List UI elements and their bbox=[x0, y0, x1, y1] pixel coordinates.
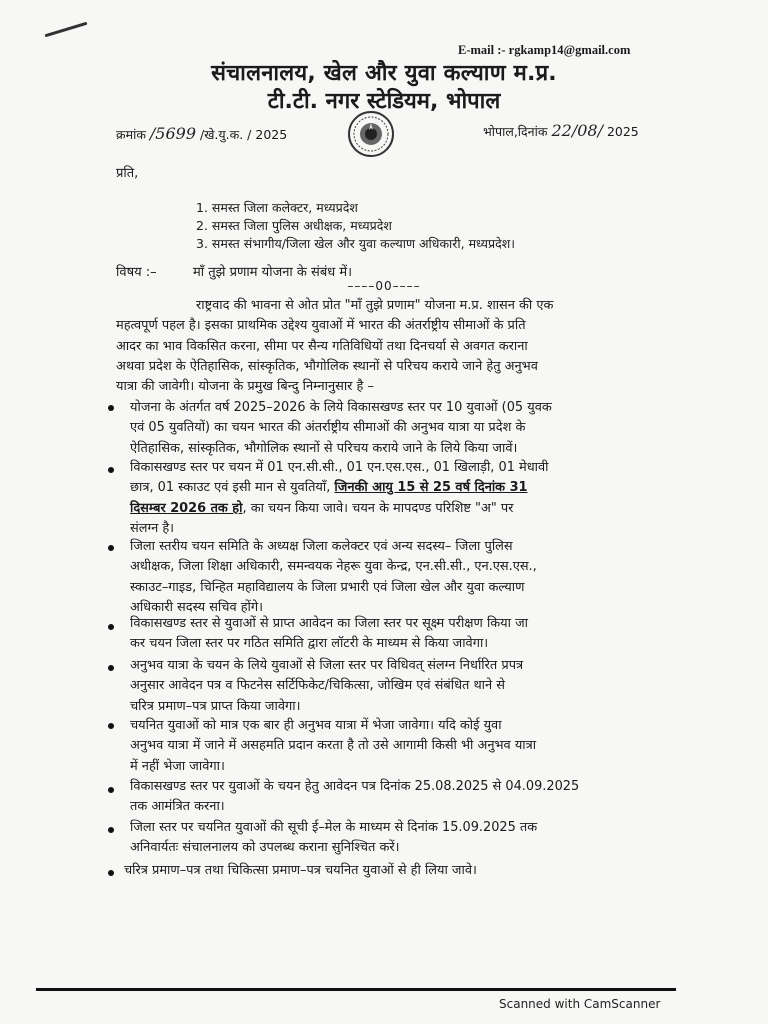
intro-line: यात्रा की जावेगी। योजना के प्रमुख बिन्दु निम्नानुसार है – bbox=[116, 379, 374, 395]
bullet-line: संलग्न है। bbox=[130, 520, 175, 536]
bullet-line: अनुसार आवेदन पत्र व फिटनेस सर्टिफिकेट/चिकित्सा, जोखिम एवं संबंधित थाने से bbox=[130, 678, 505, 694]
scanner-watermark: Scanned with CamScanner bbox=[499, 997, 661, 1011]
bullet-marker bbox=[108, 545, 114, 551]
date-year: 2025 bbox=[606, 124, 639, 139]
subject-text: माँ तुझे प्रणाम योजना के संबंध में। bbox=[192, 265, 353, 280]
recipient-1: 1. समस्त जिला कलेक्टर, मध्यप्रदेश bbox=[196, 200, 358, 215]
bullet-point bbox=[130, 818, 537, 859]
bullet-marker bbox=[108, 665, 114, 671]
bullet-line: अनिवार्यतः संचालनालय को उपलब्ध कराना सुनिश्चित करें। bbox=[130, 840, 400, 856]
bullet-line: में नहीं भेजा जावेगा। bbox=[130, 758, 225, 774]
bullet-point bbox=[130, 614, 528, 655]
bullet-point bbox=[130, 777, 579, 818]
separator: ––––00–––– bbox=[347, 279, 421, 293]
date-handwritten: 22/08/ bbox=[551, 121, 603, 140]
reference-handwritten-number: /5699 bbox=[149, 124, 197, 143]
bullet-line: चरित्र प्रमाण–पत्र तथा चिकित्सा प्रमाण–पत्र चयनित युवाओं से ही लिया जावे। bbox=[124, 863, 477, 878]
bullet-text: , का चयन किया जावे। चयन के मापदण्ड परिशिष्ट "अ" पर bbox=[242, 500, 514, 516]
date-prefix: भोपाल,दिनांक bbox=[483, 124, 548, 139]
intro-paragraph bbox=[116, 296, 553, 397]
reference-suffix: /खे.यु.क. / 2025 bbox=[200, 127, 288, 142]
bullet-line: विकासखण्ड स्तर पर युवाओं के चयन हेतु आवेदन पत्र दिनांक 25.08.2025 से 04.09.2025 bbox=[130, 779, 580, 794]
bullet-marker bbox=[108, 467, 114, 473]
bullet-line: चरित्र प्रमाण–पत्र प्राप्त किया जावेगा। bbox=[130, 698, 301, 714]
bullet-line: ऐतिहासिक, सांस्कृतिक, भौगोलिक स्थानों से परिचय कराये जाने के लिये किया जावें। bbox=[130, 440, 518, 456]
bullet-line: अनुभव यात्रा के चयन के लिये युवाओं से जिला स्तर पर विधिवत् संलग्न निर्धारित प्रपत्र bbox=[130, 658, 524, 673]
bullet-line: तक आमंत्रित करना। bbox=[130, 799, 225, 815]
intro-line: अथवा प्रदेश के ऐतिहासिक, सांस्कृतिक, भौगोलिक स्थानों से परिचय कराये जाने हेतु अनुभव bbox=[116, 358, 538, 374]
bullet-line: जिला स्तरीय चयन समिति के अध्यक्ष जिला कलेक्टर एवं अन्य सदस्य– जिला पुलिस bbox=[130, 539, 513, 554]
intro-line: राष्ट्रवाद की भावना से ओत प्रोत "माँ तुझे प्रणाम" योजना म.प्र. शासन की एक bbox=[196, 298, 554, 313]
bullet-marker bbox=[108, 405, 114, 411]
bullet-line: विकासखण्ड स्तर से युवाओं से प्राप्त आवेदन का जिला स्तर पर सूक्ष्म परीक्षण किया जा bbox=[130, 616, 528, 631]
bullet-text: छात्र, 01 स्काउट एवं इसी मान से युवतियाँ, bbox=[130, 480, 335, 496]
bullet-line: विकासखण्ड स्तर पर चयन में 01 एन.सी.सी., 01 एन.एस.एस., 01 खिलाड़ी, 01 मेधावी bbox=[130, 460, 549, 475]
bullet-line: अधीक्षक, जिला शिक्षा अधिकारी, समन्वयक नेहरू युवा केन्द्र, एन.सी.सी., एन.एस.एस., bbox=[130, 559, 537, 575]
bullet-marker bbox=[108, 827, 114, 833]
intro-line: आदर का भाव विकसित करना, सीमा पर सैन्य गतिविधियों तथा दिनचर्या से अवगत कराना bbox=[116, 338, 528, 354]
email-line: E-mail :- rgkamp14@gmail.com bbox=[458, 43, 631, 57]
bullet-point bbox=[130, 716, 536, 777]
bullet-marker bbox=[108, 624, 114, 630]
government-seal-emblem bbox=[347, 110, 395, 158]
bullet-marker bbox=[108, 870, 114, 876]
intro-line: महत्वपूर्ण पहल है। इसका प्राथमिक उद्देश्य युवाओं में भारत की अंतर्राष्ट्रीय सीमाओं के प्रति bbox=[116, 318, 526, 334]
bullet-marker bbox=[108, 787, 114, 793]
letter-date bbox=[483, 121, 639, 140]
bullet-point bbox=[130, 656, 523, 717]
subject-line bbox=[116, 262, 352, 280]
bullet-line: जिला स्तर पर चयनित युवाओं की सूची ई–मेल के माध्यम से दिनांक 15.09.2025 तक bbox=[130, 820, 538, 835]
subject-label: विषय :– bbox=[116, 265, 157, 280]
bottom-scan-line bbox=[36, 988, 676, 991]
bullet-line: चयनित युवाओं को मात्र एक बार ही अनुभव यात्रा में भेजा जावेगा। यदि कोई युवा bbox=[130, 718, 502, 733]
to-label: प्रति, bbox=[116, 166, 139, 181]
bullet-line: अनुभव यात्रा में जाने में असहमति प्रदान करता है तो उसे आगामी किसी भी अनुभव यात्रा bbox=[130, 738, 537, 754]
recipient-2: 2. समस्त जिला पुलिस अधीक्षक, मध्यप्रदेश bbox=[196, 218, 392, 233]
bullet-line: अधिकारी सदस्य सचिव होंगे। bbox=[130, 599, 264, 615]
bullet-line: एवं 05 युवतियों) का चयन भारत की अंतर्राष्ट्रीय सीमाओं की अनुभव यात्रा या प्रदेश के bbox=[130, 420, 526, 436]
organization-address: टी.टी. नगर स्टेडियम, भोपाल bbox=[267, 89, 501, 114]
age-criteria-highlight: जिनकी आयु 15 से 25 वर्ष दिनांक 31 bbox=[334, 480, 528, 496]
bullet-marker bbox=[108, 723, 114, 729]
bullet-line: स्काउट–गाइड, चिन्हित महाविद्यालय के जिला प्रभारी एवं जिला खेल और युवा कल्याण bbox=[130, 579, 525, 595]
bullet-point bbox=[130, 537, 537, 618]
age-criteria-highlight: दिसम्बर 2026 तक हो bbox=[130, 500, 243, 516]
organization-title: संचालनालय, खेल और युवा कल्याण म.प्र. bbox=[211, 61, 557, 86]
bullet-line bbox=[130, 478, 548, 498]
bullet-point bbox=[130, 398, 552, 459]
pen-mark bbox=[45, 22, 88, 38]
reference-prefix: क्रमांक bbox=[116, 127, 146, 142]
bullet-line: योजना के अंतर्गत वर्ष 2025–2026 के लिये विकासखण्ड स्तर पर 10 युवाओं (05 युवक bbox=[130, 400, 552, 415]
bullet-line: कर चयन जिला स्तर पर गठित समिति द्वारा लॉटरी के माध्यम से किया जावेगा। bbox=[130, 636, 489, 652]
reference-number bbox=[116, 124, 287, 143]
bullet-point bbox=[130, 458, 548, 539]
bullet-line bbox=[130, 499, 548, 519]
bullet-point bbox=[124, 861, 477, 881]
recipient-3: 3. समस्त संभागीय/जिला खेल और युवा कल्याण अधिकारी, मध्यप्रदेश। bbox=[196, 236, 515, 251]
